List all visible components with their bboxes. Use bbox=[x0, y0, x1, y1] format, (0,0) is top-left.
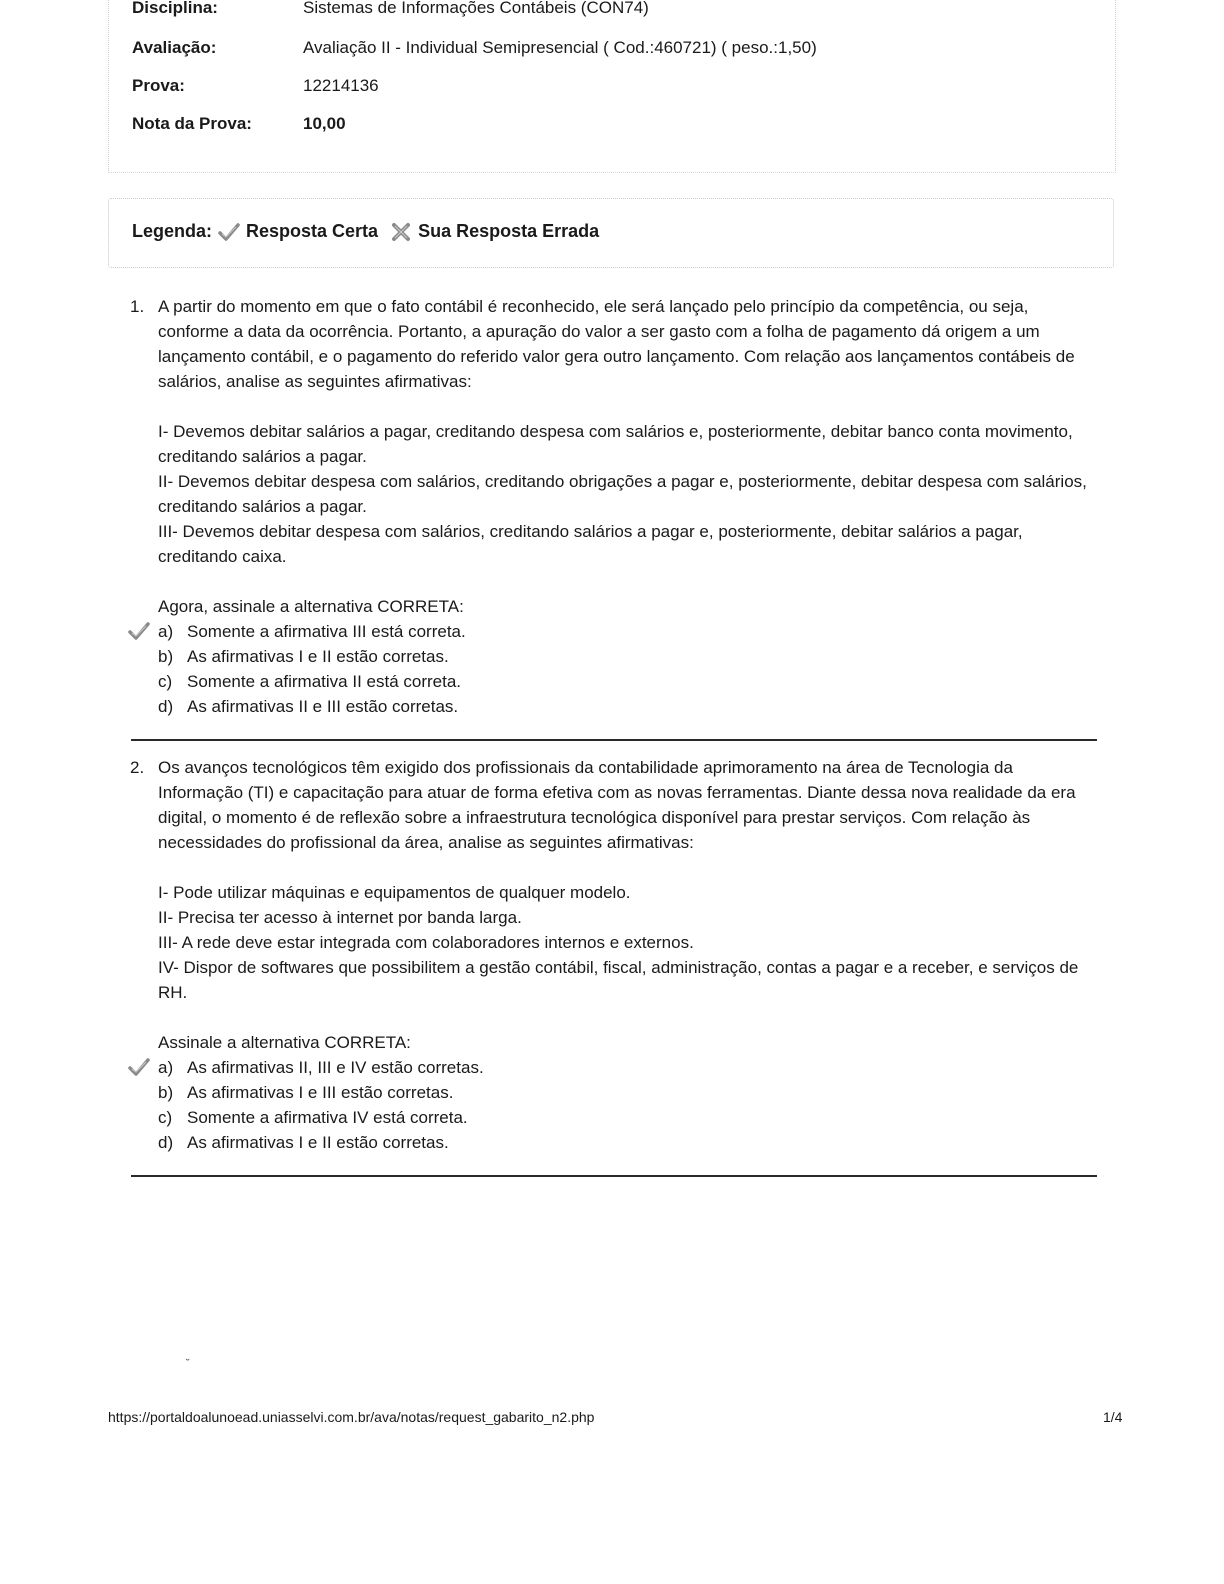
question-number: 2. bbox=[130, 758, 145, 777]
question-divider bbox=[131, 1175, 1097, 1177]
prova-label: Prova: bbox=[132, 76, 185, 95]
statement: III- Devemos debitar despesa com salários, creditando salários a pagar e, posteriormente, debitar salários a pagar, creditando caixa. bbox=[158, 522, 1023, 566]
option-letter: b) bbox=[158, 647, 174, 666]
option-d bbox=[158, 694, 1098, 719]
nota-value: 10,00 bbox=[303, 114, 346, 133]
option-c bbox=[158, 1105, 1098, 1130]
option-b bbox=[158, 644, 1098, 669]
option-letter: a) bbox=[158, 622, 174, 641]
statements-list bbox=[158, 419, 1098, 569]
option-a bbox=[158, 1055, 1098, 1080]
option-b bbox=[158, 1080, 1098, 1105]
option-text: As afirmativas II e III estão corretas. bbox=[187, 697, 459, 716]
page-number: 1/4 bbox=[1103, 1409, 1123, 1425]
statement: I- Devemos debitar salários a pagar, creditando despesa com salários e, posteriormente, debitar banco conta movimento, creditando salários a pagar. bbox=[158, 422, 1073, 466]
question-stem: Os avanços tecnológicos têm exigido dos profissionais da contabilidade aprimoramento na área de Tecnologia da Informação (TI) e capacitação para atuar de forma efetiva com as novas ferramentas. Diante dessa nova realidade da era digital, o momento é de reflexão sobre a infraestrutura tecnológica disponível para prestar serviços. Com relação às necessidades do profissional da área, analise as seguintes afirmativas: bbox=[158, 758, 1076, 852]
question-stem: A partir do momento em que o fato contábil é reconhecido, ele será lançado pelo princípio da competência, ou seja, conforme a data da ocorrência. Portanto, a apuração do valor a ser gasto com a folha de pagamento dá origem a um lançamento contábil, e o pagamento do referido valor gera outro lançamento. Com relação aos lançamentos contábeis de salários, analise as seguintes afirmativas: bbox=[158, 297, 1075, 391]
option-text: Somente a afirmativa II está correta. bbox=[187, 672, 462, 691]
footer-url: https://portaldoalunoead.uniasselvi.com.br/ava/notas/request_gabarito_n2.php bbox=[108, 1409, 595, 1425]
option-c bbox=[158, 669, 1098, 694]
prova-value: 12214136 bbox=[303, 76, 379, 95]
statement: II- Devemos debitar despesa com salários, creditando obrigações a pagar e, posteriormente, debitar despesa com salários, creditando salários a pagar. bbox=[158, 472, 1087, 516]
options-list bbox=[158, 619, 1098, 719]
option-text: As afirmativas I e II estão corretas. bbox=[187, 1133, 449, 1152]
option-text: As afirmativas I e II estão corretas. bbox=[187, 647, 449, 666]
option-letter: b) bbox=[158, 1083, 174, 1102]
exam-info-panel bbox=[108, 0, 1116, 173]
statement: II- Precisa ter acesso à internet por banda larga. bbox=[158, 908, 522, 927]
scan-mark: ˘ bbox=[186, 1358, 190, 1370]
legend-label: Legenda: bbox=[132, 221, 213, 241]
option-text: Somente a afirmativa IV está correta. bbox=[187, 1108, 468, 1127]
nota-label: Nota da Prova: bbox=[132, 114, 252, 133]
option-text: As afirmativas II, III e IV estão corretas. bbox=[187, 1058, 484, 1077]
disciplina-value: Sistemas de Informações Contábeis (CON74) bbox=[303, 0, 649, 17]
option-letter: a) bbox=[158, 1058, 174, 1077]
option-text: Somente a afirmativa III está correta. bbox=[187, 622, 466, 641]
legend-correct-label: Resposta Certa bbox=[246, 221, 379, 241]
option-letter: d) bbox=[158, 697, 174, 716]
statement: IV- Dispor de softwares que possibilitem a gestão contábil, fiscal, administração, contas a pagar e a receber, e serviços de RH. bbox=[158, 958, 1079, 1002]
disciplina-label: Disciplina: bbox=[132, 0, 218, 17]
question-prompt: Assinale a alternativa CORRETA: bbox=[158, 1033, 411, 1052]
legend-wrong-label: Sua Resposta Errada bbox=[418, 221, 600, 241]
option-d bbox=[158, 1130, 1098, 1155]
option-letter: c) bbox=[158, 672, 173, 691]
option-letter: d) bbox=[158, 1133, 174, 1152]
option-text: As afirmativas I e III estão corretas. bbox=[187, 1083, 454, 1102]
question-body bbox=[158, 294, 1098, 719]
avaliacao-label: Avaliação: bbox=[132, 38, 217, 57]
legend-panel bbox=[108, 198, 1114, 268]
check-icon bbox=[218, 222, 240, 242]
options-list bbox=[158, 1055, 1098, 1155]
avaliacao-value: Avaliação II - Individual Semipresencial ( Cod.:460721) ( peso.:1,50) bbox=[303, 38, 817, 57]
option-a bbox=[158, 619, 1098, 644]
check-icon bbox=[128, 1057, 150, 1077]
statement: III- A rede deve estar integrada com colaboradores internos e externos. bbox=[158, 933, 694, 952]
check-icon bbox=[128, 621, 150, 641]
cross-icon bbox=[390, 222, 412, 242]
statement: I- Pode utilizar máquinas e equipamentos de qualquer modelo. bbox=[158, 883, 631, 902]
option-letter: c) bbox=[158, 1108, 173, 1127]
question-body bbox=[158, 755, 1098, 1155]
statements-list bbox=[158, 880, 1098, 1005]
legend bbox=[132, 221, 599, 242]
question-number: 1. bbox=[130, 297, 145, 316]
question-divider bbox=[131, 739, 1097, 741]
question-prompt: Agora, assinale a alternativa CORRETA: bbox=[158, 597, 464, 616]
